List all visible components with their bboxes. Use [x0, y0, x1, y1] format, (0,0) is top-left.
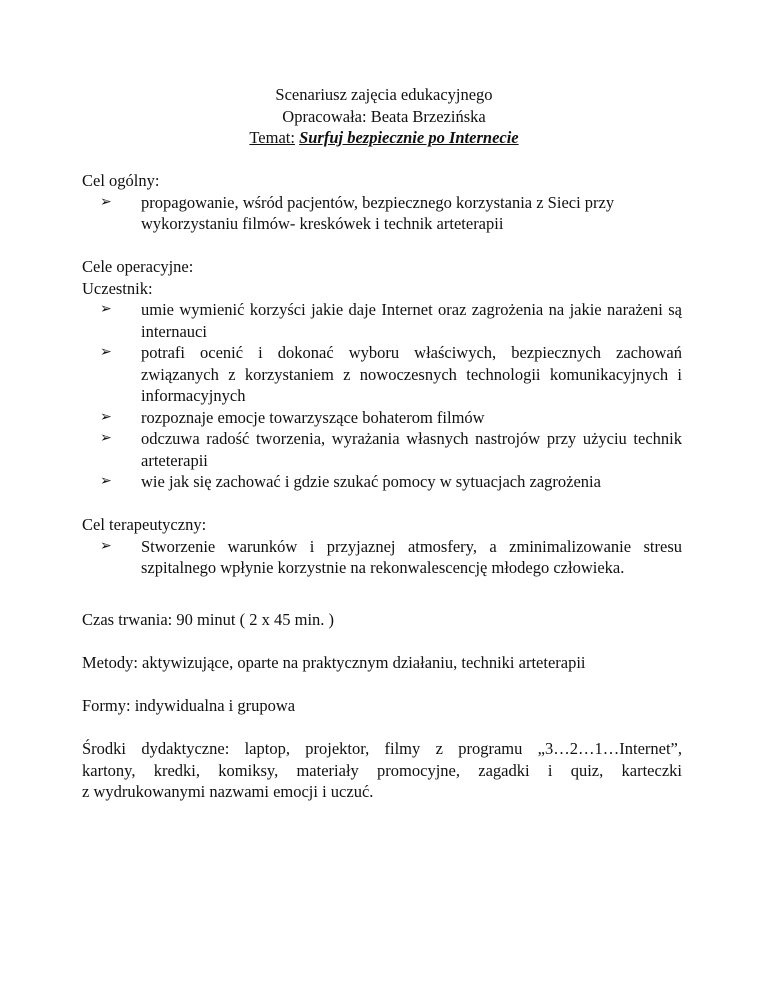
- therapeutic-goal-list: [82, 536, 682, 579]
- topic-line: [0, 127, 768, 149]
- list-item: ➢ Stworzenie warunków i przyjaznej atmosfery, a zminimalizowanie stresu szpitalnego wpłynie korzystnie na rekonwalescencję młodego człowieka.: [100, 536, 682, 577]
- participant-label: Uczestnik:: [82, 278, 153, 298]
- list-item: ➢ odczuwa radość tworzenia, wyrażania własnych nastrojów przy użyciu technik arteterapii: [100, 429, 682, 470]
- teaching-aids-line: kartony, kredki, komiksy, materiały promocyjne, zagadki i quiz, karteczki: [82, 760, 682, 780]
- list-item: ➢ propagowanie, wśród pacjentów, bezpiecznego korzystania z Sieci przy wykorzystaniu filmów- kreskówek i technik arteterapii: [100, 192, 615, 233]
- scenario-title: Scenariusz zajęcia edukacyjnego: [275, 85, 493, 104]
- list-item: ➢ potrafi ocenić i dokonać wyboru właściwych, bezpiecznych zachowań związanych z korzystaniem z nowoczesnych technologii komunikacyjnych i informacyjnych: [100, 343, 682, 405]
- author-line: Opracowała: Beata Brzezińska: [282, 106, 486, 126]
- arrow-bullet-icon: ➢: [100, 430, 112, 446]
- list-item: ➢ umie wymienić korzyści jakie daje Internet oraz zagrożenia na jakie narażeni są internauci: [100, 300, 682, 341]
- general-goal-section: [82, 170, 682, 235]
- methods-line: Metody: aktywizujące, oparte na praktycznym działaniu, techniki arteterapii: [82, 653, 586, 672]
- list-item: ➢ wie jak się zachować i gdzie szukać pomocy w sytuacjach zagrożenia: [100, 472, 601, 491]
- operational-goals-list: [82, 299, 682, 493]
- operational-goals-section: [82, 256, 682, 493]
- therapeutic-goal-title: Cel terapeutyczny:: [82, 515, 207, 534]
- general-goal-title: Cel ogólny:: [82, 171, 160, 190]
- topic-label: Temat:: [249, 128, 295, 147]
- document-header: [0, 84, 768, 149]
- arrow-bullet-icon: ➢: [100, 193, 112, 210]
- topic-title: Surfuj bezpiecznie po Internecie: [299, 128, 519, 147]
- list-item: ➢ rozpoznaje emocje towarzyszące bohaterom filmów: [100, 407, 485, 427]
- therapeutic-goal-section: [82, 514, 682, 579]
- arrow-bullet-icon: ➢: [100, 537, 112, 554]
- arrow-bullet-icon: ➢: [100, 473, 112, 489]
- teaching-aids-section: [82, 738, 682, 803]
- teaching-aids-line: Środki dydaktyczne: laptop, projektor, filmy z programu „3…2…1…Internet”,: [82, 739, 682, 758]
- arrow-bullet-icon: ➢: [100, 408, 112, 425]
- arrow-bullet-icon: ➢: [100, 301, 112, 317]
- forms-line: Formy: indywidualna i grupowa: [82, 696, 296, 715]
- duration-line: Czas trwania: 90 minut ( 2 x 45 min. ): [82, 610, 335, 629]
- teaching-aids-line: z wydrukowanymi nazwami emocji i uczuć.: [82, 782, 374, 801]
- general-goal-list: [82, 192, 682, 235]
- arrow-bullet-icon: ➢: [100, 344, 112, 360]
- operational-goals-title: Cele operacyjne:: [82, 257, 194, 276]
